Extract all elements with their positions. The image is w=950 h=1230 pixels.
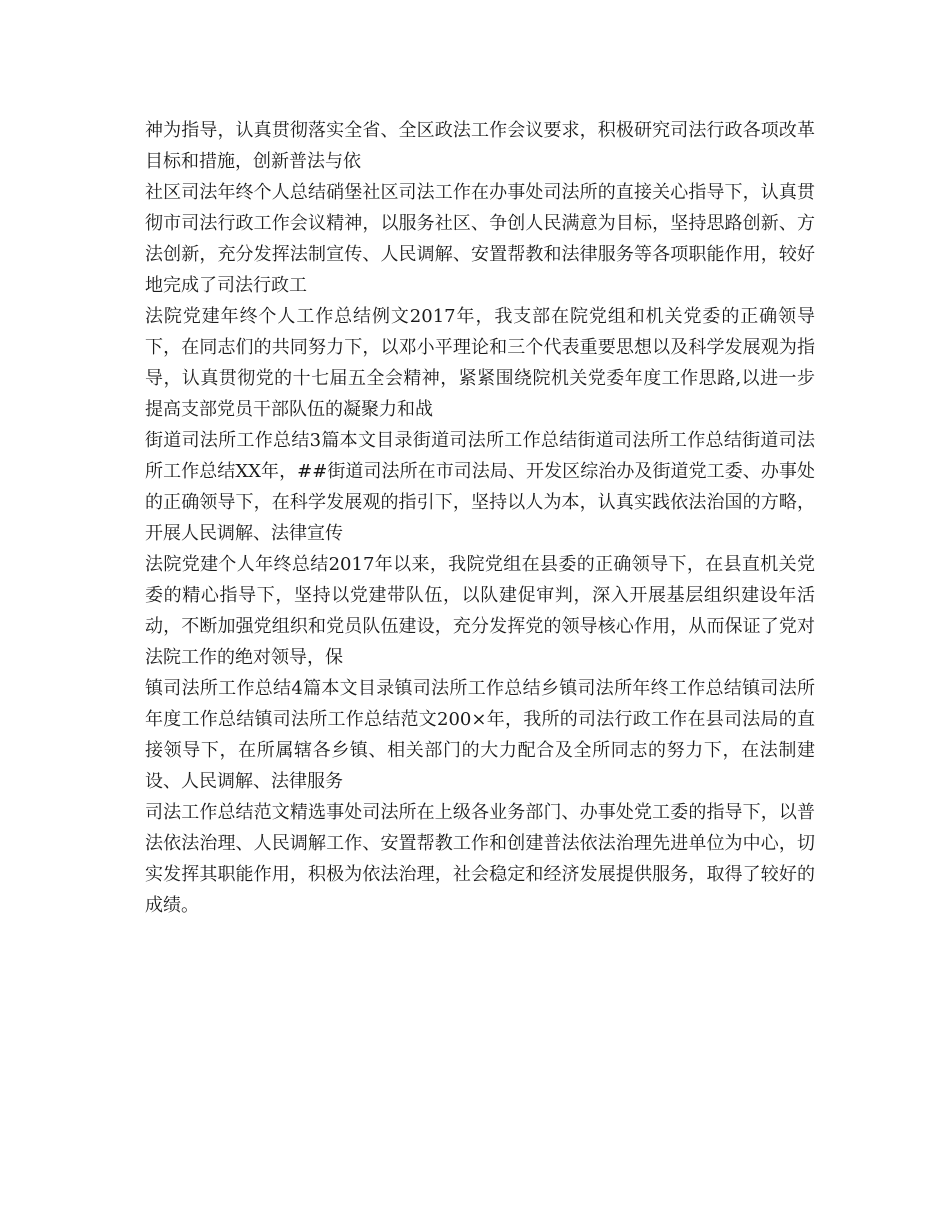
paragraph-4: 街道司法所工作总结3篇本文目录街道司法所工作总结街道司法所工作总结街道司法所工作总结XX年，##街道司法所在市司法局、开发区综治办及街道党工委、办事处的正确领导下，在科学发展观的指引下，坚持以人为本，认真实践依法治国的方略，开展人民调解、法律宣传 (145, 430, 815, 544)
document-body (145, 115, 815, 921)
paragraph-1: 神为指导，认真贯彻落实全省、全区政法工作会议要求，积极研究司法行政各项改革目标和措施，创新普法与依 (145, 120, 815, 172)
paragraph-2: 社区司法年终个人总结硝堡社区司法工作在办事处司法所的直接关心指导下，认真贯彻市司法行政工作会议精神，以服务社区、争创人民满意为目标，坚持思路创新、方法创新，充分发挥法制宣传、人民调解、安置帮教和法律服务等各项职能作用，较好地完成了司法行政工 (145, 182, 815, 296)
paragraph-5: 法院党建个人年终总结2017年以来，我院党组在县委的正确领导下，在县直机关党委的精心指导下，坚持以党建带队伍，以队建促审判，深入开展基层组织建设年活动，不断加强党组织和党员队伍建设，充分发挥党的领导核心作用，从而保证了党对法院工作的绝对领导，保 (145, 554, 815, 668)
paragraph-6: 镇司法所工作总结4篇本文目录镇司法所工作总结乡镇司法所年终工作总结镇司法所年度工作总结镇司法所工作总结范文200×年，我所的司法行政工作在县司法局的直接领导下，在所属辖各乡镇、相关部门的大力配合及全所同志的努力下，在法制建设、人民调解、法律服务 (145, 678, 815, 792)
paragraph-3: 法院党建年终个人工作总结例文2017年，我支部在院党组和机关党委的正确领导下，在同志们的共同努力下，以邓小平理论和三个代表重要思想以及科学发展观为指导，认真贯彻党的十七届五全会精神，紧紧围绕院机关党委年度工作思路,以进一步提高支部党员干部队伍的凝聚力和战 (145, 306, 815, 420)
paragraph-7: 司法工作总结范文精选事处司法所在上级各业务部门、办事处党工委的指导下，以普法依法治理、人民调解工作、安置帮教工作和创建普法依法治理先进单位为中心，切实发挥其职能作用，积极为依法治理，社会稳定和经济发展提供服务，取得了较好的成绩。 (145, 802, 815, 916)
